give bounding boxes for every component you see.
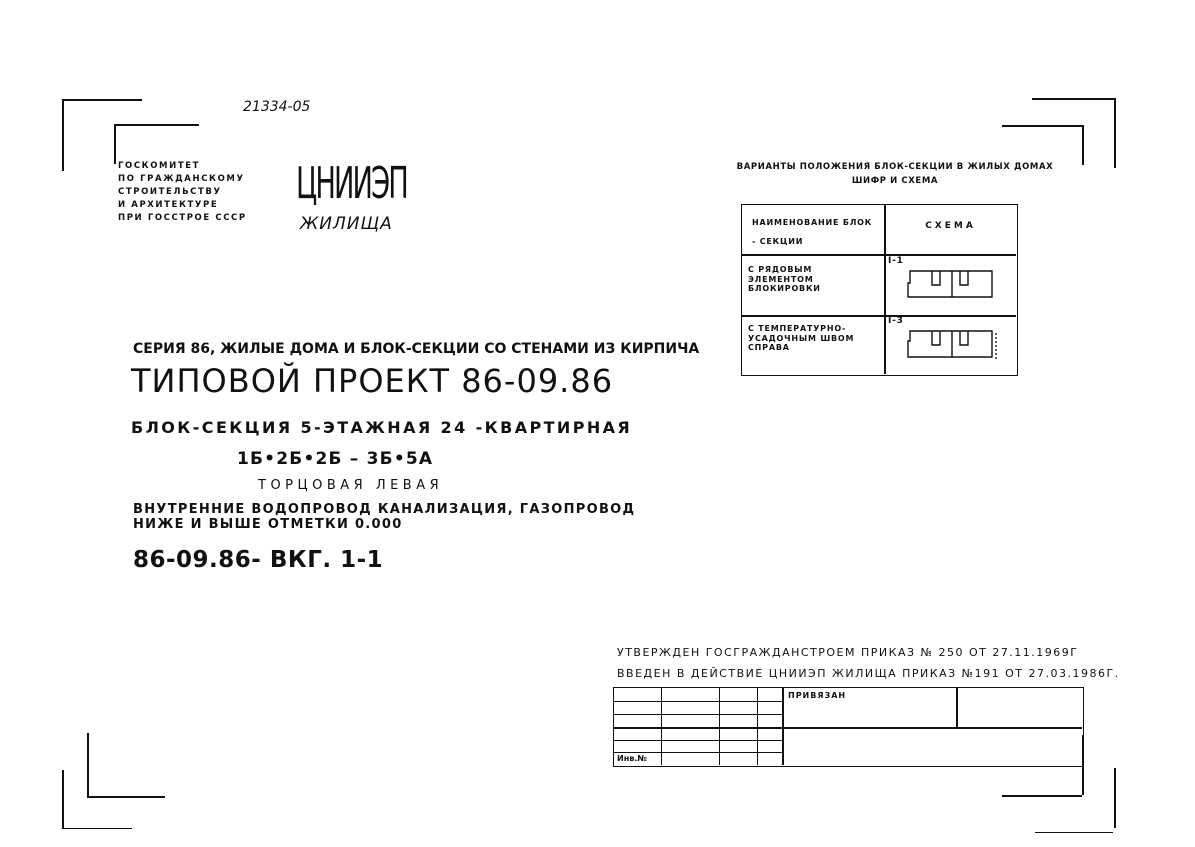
row-1-name: С РЯДОВЫМ ЭЛЕМЕНТОМ БЛОКИРОВКИ (748, 265, 821, 293)
table-row-divider-1 (742, 254, 1016, 256)
scheme-1-drawing (904, 267, 1004, 301)
row-2-name: С ТЕМПЕРАТУРНО-УСАДОЧНЫМ ШВОМ СПРАВА (748, 324, 855, 352)
corner-mark-bottom-left-vertical (87, 733, 89, 796)
stamp-row-5 (614, 752, 782, 753)
variants-subtitle-line: ШИФР И СХЕМА (851, 176, 939, 186)
block-section-line: БЛОК-СЕКЦИЯ 5-ЭТАЖНАЯ 24 -КВАРТИРНАЯ (131, 418, 633, 437)
table-row-divider-2 (742, 315, 1016, 317)
corner-mark-top-right (1032, 98, 1115, 100)
stamp-table (613, 687, 1084, 767)
org-line-4: И АРХИТЕКТУРЕ (118, 200, 219, 210)
logo-text-tsniiep: ЦНИИЭП (296, 158, 407, 209)
stamp-row-3 (614, 727, 1082, 729)
stamp-row-4 (614, 740, 782, 741)
approval-line-2: ВВЕДЕН В ДЕЙСТВИЕ ЦНИИЭП ЖИЛИЩА ПРИКАЗ №191 ОТ 27.03.1986Г. (617, 667, 1120, 680)
header-name-cell: НАИМЕНОВАНИЕ БЛОК - СЕКЦИИ (752, 218, 873, 246)
corner-mark-outer-bottom-right (1035, 832, 1113, 833)
frame-mark-inner-top-left (114, 124, 199, 126)
organization-block (118, 160, 247, 225)
corner-mark-top-left-vertical (62, 99, 64, 171)
sheet-code: 86-09.86- ВКГ. 1-1 (133, 547, 384, 573)
series-line: СЕРИЯ 86, ЖИЛЫЕ ДОМА И БЛОК-СЕКЦИИ СО СТЕНАМИ ИЗ КИРПИЧА (133, 341, 700, 357)
stamp-col-5 (956, 688, 958, 728)
corner-mark-outer-bottom-right-vertical (1114, 768, 1116, 828)
row-1-code: I-1 (888, 256, 904, 266)
description-line-2: НИЖЕ И ВЫШЕ ОТМЕТКИ 0.000 (133, 517, 403, 532)
stamp-row-1 (614, 701, 782, 702)
logo-text-zhilishcha: ЖИЛИЩА (300, 214, 393, 234)
row-2-code: I-3 (888, 316, 904, 326)
attached-label: ПРИВЯЗАН (788, 691, 847, 700)
inventory-number-label: Инв.№ (617, 754, 647, 763)
description (133, 502, 635, 532)
approval-text (617, 642, 1120, 684)
stamp-row-2 (614, 714, 782, 715)
variants-table (741, 204, 1018, 376)
corner-mark-top-right-vertical (1114, 98, 1116, 168)
org-line-3: СТРОИТЕЛЬСТВУ (118, 187, 222, 197)
variants-title-line: ВАРИАНТЫ ПОЛОЖЕНИЯ БЛОК-СЕКЦИИ В ЖИЛЫХ ДОМАХ (736, 162, 1054, 172)
corner-mark-bottom-right (1002, 795, 1082, 797)
apartment-codes: 1Б•2Б•2Б – 3Б•5А (237, 449, 434, 469)
variants-title (720, 160, 1070, 188)
org-line-5: ПРИ ГОССТРОЕ СССР (118, 213, 247, 223)
frame-mark-inner-top-right-vertical (1082, 125, 1084, 165)
frame-mark-inner-top-right (1002, 125, 1083, 127)
document-number: 21334-05 (243, 99, 311, 115)
corner-mark-outer-bottom-left (62, 770, 64, 828)
project-title: ТИПОВОЙ ПРОЕКТ 86-09.86 (131, 362, 614, 400)
side-label: ТОРЦОВАЯ ЛЕВАЯ (258, 478, 444, 493)
org-line-2: ПО ГРАЖДАНСКОМУ (118, 174, 245, 184)
org-line-1: ГОСКОМИТЕТ (118, 161, 201, 171)
scheme-2-drawing (904, 327, 1004, 363)
description-line-1: ВНУТРЕННИЕ ВОДОПРОВОД КАНАЛИЗАЦИЯ, ГАЗОПРОВОД (133, 502, 636, 517)
approval-line-1: УТВЕРЖДЕН ГОСГРАЖДАНСТРОЕМ ПРИКАЗ № 250 ОТ 27.11.1969Г (617, 646, 1079, 659)
corner-mark-top-left (62, 99, 142, 101)
header-scheme-cell: СХЕМА (925, 221, 976, 231)
corner-mark-bottom-left (87, 796, 165, 798)
frame-mark-inner-top-left-vertical (114, 124, 116, 164)
corner-mark-outer-bottom-left-h (62, 828, 132, 829)
